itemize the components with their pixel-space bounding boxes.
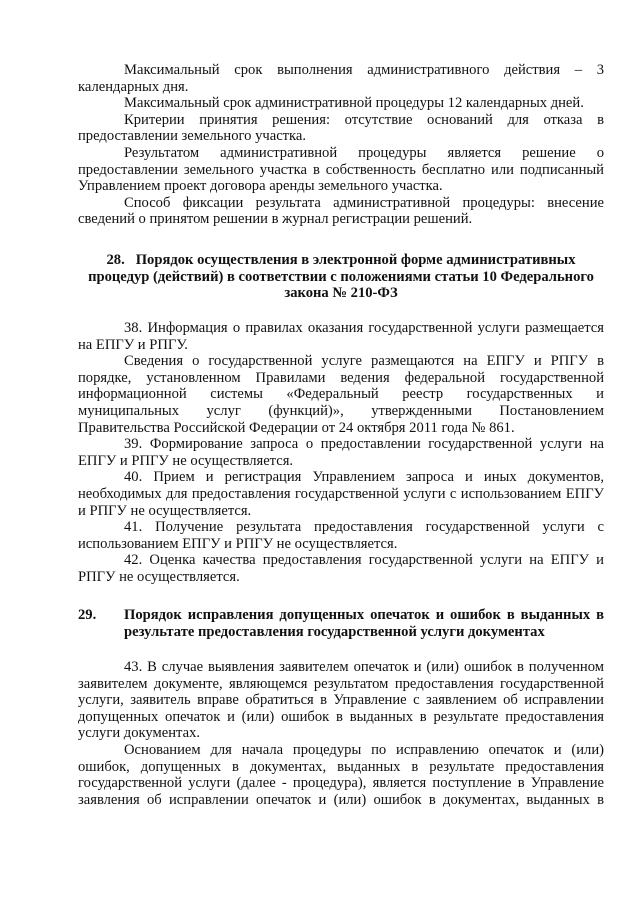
section-28-body <box>78 320 604 586</box>
top-paragraphs <box>78 62 604 228</box>
paragraph-40: 40. Прием и регистрация Управлением запроса и иных документов, необходимых для предоставления государственной услуги с использованием ЕПГУ и РПГУ не осуществляется. <box>78 469 604 519</box>
paragraph-39: 39. Формирование запроса о предоставлении государственной услуги на ЕПГУ и РПГУ не осуществляется. <box>78 436 604 469</box>
section-28-heading-block <box>78 252 604 302</box>
section-29-body <box>78 659 604 808</box>
paragraph-43: 43. В случае выявления заявителем опечаток и (или) ошибок в полученном заявителем документе, являющемся результатом предоставления государственной услуги, заявитель вправе обратиться в Управление с заявлением об исправлении допущенных опечаток и (или) ошибок в выданных в результате предоставления услуги документах. <box>78 659 604 742</box>
section-29-number: 29. <box>78 607 97 623</box>
section-29-title: Порядок исправления допущенных опечаток и ошибок в выданных в результате предоставления государственной услуги документах <box>124 607 604 640</box>
section-29-heading-block <box>78 607 604 640</box>
paragraph-42: 42. Оценка качества предоставления государственной услуги на ЕПГУ и РПГУ не осуществляется. <box>78 552 604 585</box>
paragraph-max-action-term: Максимальный срок выполнения административного действия – 3 календарных дня. <box>78 62 604 95</box>
paragraph-38: 38. Информация о правилах оказания государственной услуги размещается на ЕПГУ и РПГУ. <box>78 320 604 353</box>
section-28-heading: 28. Порядок осуществления в электронной форме административных процедур (действий) в соответствии с положениями статьи 10 Федерального закона № 210-ФЗ <box>88 252 594 302</box>
paragraph-service-info: Сведения о государственной услуге размещаются на ЕПГУ и РПГУ в порядке, установленном Правилами ведения федеральной государственной информационной системы «Федеральный реестр государственных и муниципальных услуг (функций)», утвержденными Постановлением Правительства Российской Федерации от 24 октября 2011 года № 861. <box>78 353 604 436</box>
paragraph-procedure-result: Результатом административной процедуры является решение о предоставлении земельного участка в собственность бесплатно или подписанный Управлением проект договора аренды земельного участка. <box>78 144 604 195</box>
paragraph-41: 41. Получение результата предоставления государственной услуги с использованием ЕПГУ и РПГУ не осуществляется. <box>78 519 604 552</box>
section-29-heading <box>78 607 604 640</box>
paragraph-decision-criteria: Критерии принятия решения: отсутствие оснований для отказа в предоставлении земельного участка. <box>78 111 604 145</box>
paragraph-max-procedure-term: Максимальный срок административной процедуры 12 календарных дней. <box>124 95 584 112</box>
paragraph-result-recording: Способ фиксации результата административной процедуры: внесение сведений о принятом решении в журнал регистрации решений. <box>78 194 604 228</box>
paragraph-procedure-grounds: Основанием для начала процедуры по исправлению опечаток и (или) ошибок, допущенных в документах, выданных в результате предоставления государственной услуги (далее - процедура), является поступление в Управление заявления об исправлении опечаток и (или) ошибок в документах, выданных в <box>78 741 604 808</box>
